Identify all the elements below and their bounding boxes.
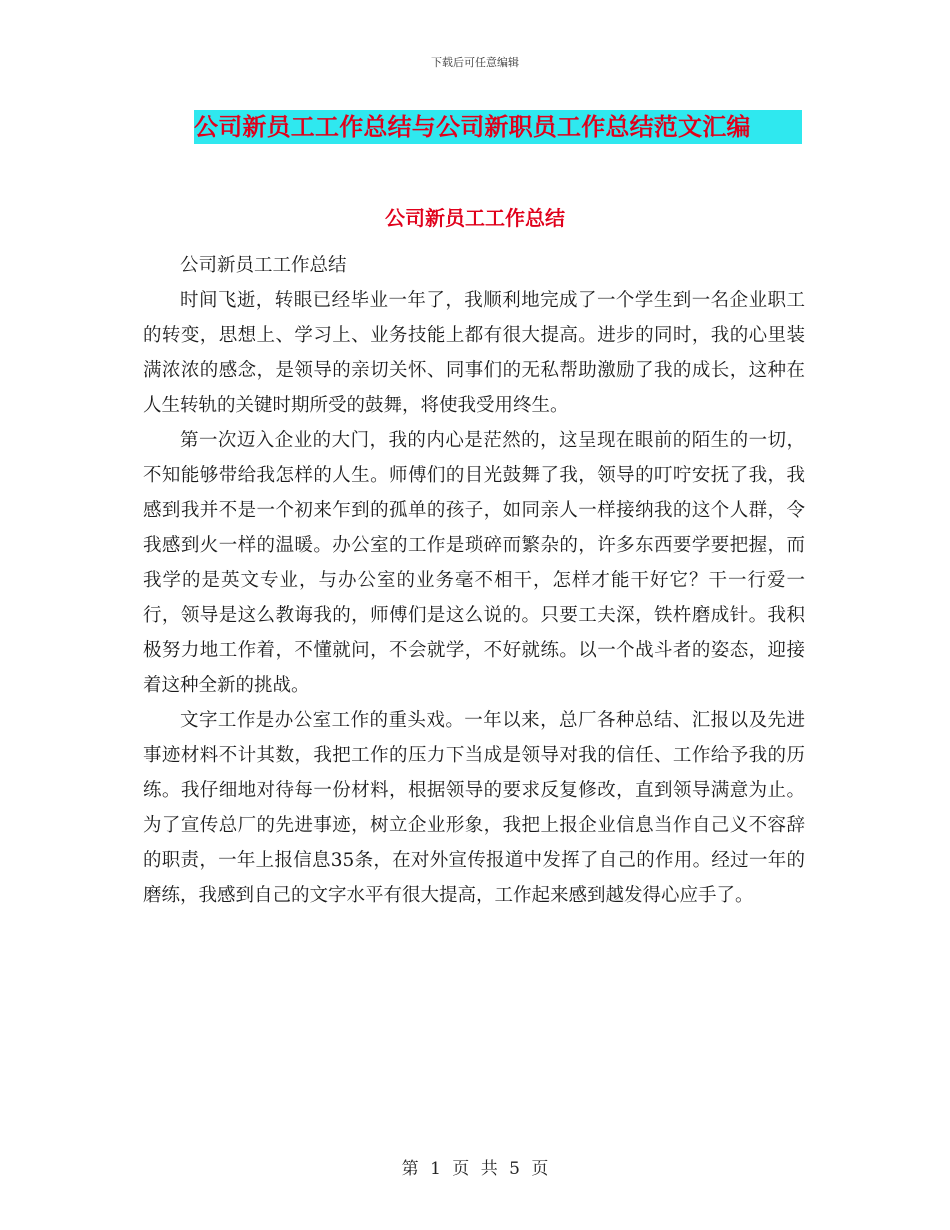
- paragraph: 文字工作是办公室工作的重头戏。一年以来，总厂各种总结、汇报以及先进事迹材料不计其数，我把工作的压力下当成是领导对我的信任、工作给予我的历练。我仔细地对待每一份材料，根据领导的要求反复修改，直到领导满意为止。为了宣传总厂的先进事迹，树立企业形象，我把上报企业信息当作自己义不容辞的职责，一年上报信息35条，在对外宣传报道中发挥了自己的作用。经过一年的磨练，我感到自己的文字水平有很大提高，工作起来感到越发得心应手了。: [143, 710, 805, 906]
- page-number: 第 1 页 共 5 页: [401, 1159, 549, 1179]
- paragraph: 时间飞逝，转眼已经毕业一年了，我顺利地完成了一个学生到一名企业职工的转变，思想上、学习上、业务技能上都有很大提高。进步的同时，我的心里装满浓浓的感念，是领导的亲切关怀、同事们的无私帮助激励了我的成长，这种在人生转轨的关键时期所受的鼓舞，将使我受用终生。: [143, 290, 805, 416]
- paragraph: 公司新员工工作总结: [180, 255, 347, 276]
- document-body: [143, 248, 805, 913]
- section-title: 公司新员工工作总结: [385, 206, 565, 230]
- document-main-title: 公司新员工工作总结与公司新职员工作总结范文汇编: [194, 110, 802, 144]
- paragraph: 第一次迈入企业的大门，我的内心是茫然的，这呈现在眼前的陌生的一切，不知能够带给我怎样的人生。师傅们的目光鼓舞了我，领导的叮咛安抚了我，我感到我并不是一个初来乍到的孤单的孩子，如同亲人一样接纳我的这个人群，令我感到火一样的温暖。办公室的工作是琐碎而繁杂的，许多东西要学要把握，而我学的是英文专业，与办公室的业务毫不相干，怎样才能干好它？干一行爱一行，领导是这么教诲我的，师傅们是这么说的。只要工夫深，铁杵磨成针。我积极努力地工作着，不懂就问，不会就学，不好就练。以一个战斗者的姿态，迎接着这种全新的挑战。: [143, 430, 805, 696]
- header-note: 下载后可任意编辑: [431, 56, 519, 69]
